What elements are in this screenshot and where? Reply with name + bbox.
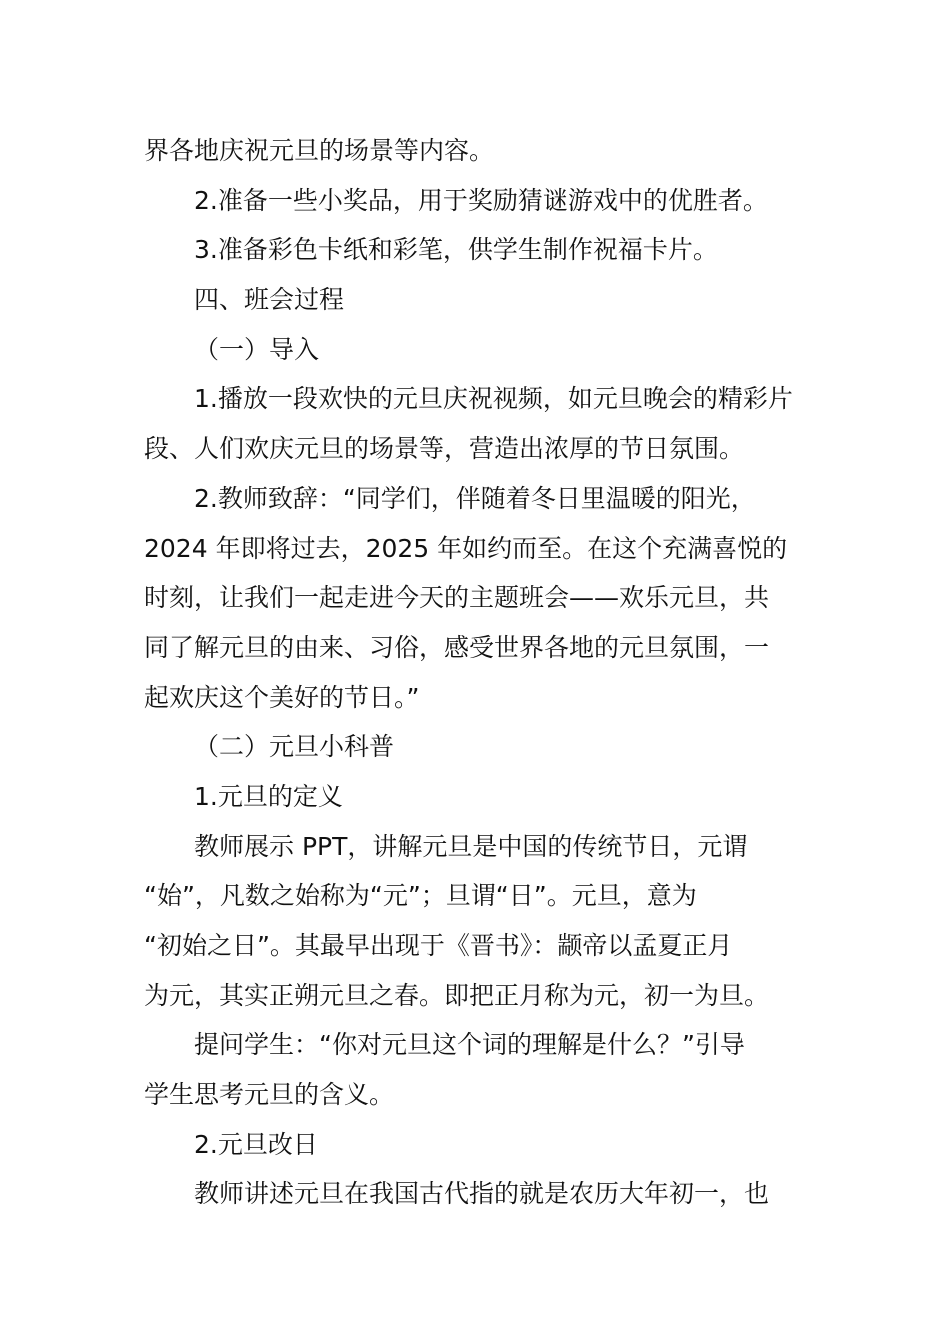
text-line-3: 3.准备彩色卡纸和彩笔，供学生制作祝福卡片。 [194,235,718,265]
text-line-1: 界各地庆祝元旦的场景等内容。 [144,136,495,165]
section-heading: 四、班会过程 [194,285,345,315]
text-line-9: 2024 年即将过去，2025 年如约而至。在这个充满喜悦的 [144,533,788,563]
text-line-17: “初始之日”。其最早出现于《晋书》：颛帝以孟夏正月 [144,931,733,960]
document-body [144,126,824,1219]
text-line-20: 学生思考元旦的含义。 [144,1080,395,1110]
item-heading-2: 2.元旦改日 [194,1129,318,1159]
text-line-6: 1.播放一段欢快的元旦庆祝视频，如元旦晚会的精彩片 [194,384,793,414]
text-line-11: 同了解元旦的由来、习俗，感受世界各地的元旦氛围，一 [144,632,770,662]
text-line-7: 段、人们欢庆元旦的场景等，营造出浓厚的节日氛围。 [144,434,745,464]
text-line-10: 时刻，让我们一起走进今天的主题班会——欢乐元旦，共 [144,583,770,613]
text-line-15: 教师展示 PPT，讲解元旦是中国的传统节日，元谓 [194,831,748,861]
text-line-19: 提问学生：“你对元旦这个词的理解是什么？”引导 [194,1030,745,1060]
subsection-heading-2: （二）元旦小科普 [194,732,395,762]
text-line-22: 教师讲述元旦在我国古代指的就是农历大年初一，也 [194,1179,770,1209]
text-line-2: 2.准备一些小奖品，用于奖励猜谜游戏中的优胜者。 [194,185,768,215]
text-line-16: “始”，凡数之始称为“元”；旦谓“日”。元旦，意为 [144,881,697,911]
text-line-18: 为元，其实正朔元旦之春。即把正月称为元，初一为旦。 [144,980,770,1010]
subsection-heading-1: （一）导入 [194,334,320,364]
item-heading-1: 1.元旦的定义 [194,781,343,811]
text-line-8: 2.教师致辞：“同学们，伴随着冬日里温暖的阳光， [194,483,756,513]
text-line-12: 起欢庆这个美好的节日。” [144,682,420,712]
